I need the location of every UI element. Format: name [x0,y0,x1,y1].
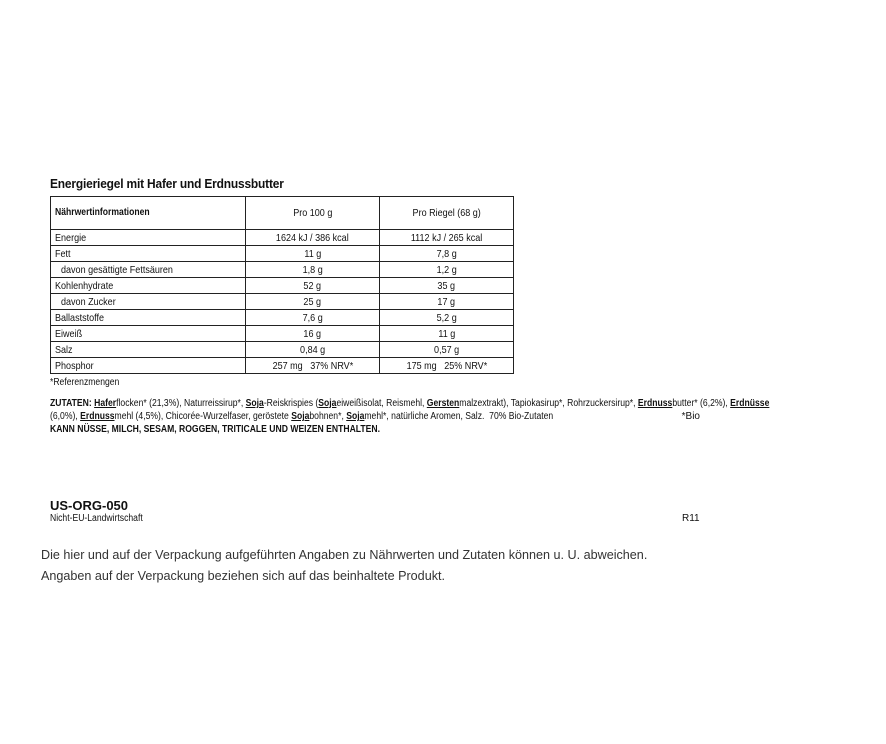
ingredient-text: -Reiskrispies ( [263,398,319,409]
allergen-barley: Gersten [426,398,460,409]
allergen-peanut: Erdnuss [637,398,673,409]
table-row [51,294,514,310]
ingredient-text: butter* (6,2%), [672,398,731,409]
nutrient-label: Phosphor [51,358,246,374]
disclaimer-line-2: Angaben auf der Verpackung beziehen sich auf das beinhaltete Produkt. [41,569,445,583]
value-per-100g: 16 g [246,326,380,342]
ingredient-text: bohnen*, [309,411,347,422]
nutrient-label: Kohlenhydrate [51,278,246,294]
allergen-warning: KANN NÜSSE, MILCH, SESAM, ROGGEN, TRITICALE UND WEIZEN ENTHALTEN. [50,424,380,435]
ingredients-prefix: ZUTATEN: [50,398,92,409]
value-per-bar: 35 g [380,278,514,294]
header-per-100g: Pro 100 g [246,197,380,230]
table-row [51,342,514,358]
value-per-bar: 17 g [380,294,514,310]
value-per-100g: 1624 kJ / 386 kcal [246,230,380,246]
ingredient-text: mehl (4,5%), Chicorée-Wurzelfaser, geröstete [114,411,292,422]
value-per-100g: 52 g [246,278,380,294]
nutrition-label [50,176,770,436]
ingredient-text: (6,0%), [50,411,81,422]
value-per-100g: 11 g [246,246,380,262]
header-nutrient: Nährwertinformationen [51,197,246,230]
value-per-100g: 257 mg 37% NRV* [246,358,380,374]
value-per-bar: 1,2 g [380,262,514,278]
reference-code: R11 [682,513,700,524]
product-title: Energieriegel mit Hafer und Erdnussbutter [50,176,284,191]
certification-block [50,498,158,525]
nutrient-label: davon gesättigte Fettsäuren [51,262,246,278]
ingredients-block [50,397,770,436]
table-row [51,262,514,278]
disclaimer [41,545,721,587]
value-per-100g: 1,8 g [246,262,380,278]
table-row [51,358,514,374]
ingredients-line-2 [50,410,700,423]
value-per-100g: 25 g [246,294,380,310]
organic-control-code: US-ORG-050 [50,498,129,513]
value-per-bar: 7,8 g [380,246,514,262]
nutrient-label: davon Zucker [51,294,246,310]
value-per-bar: 11 g [380,326,514,342]
value-per-bar: 5,2 g [380,310,514,326]
table-row [51,310,514,326]
nutrition-table [50,196,514,374]
value-per-bar: 0,57 g [380,342,514,358]
allergen-peanut: Erdnuss [80,411,115,422]
nutrient-label: Fett [51,246,246,262]
nutrition-header-row [51,197,514,230]
value-per-bar: 1112 kJ / 265 kcal [380,230,514,246]
nutrient-label: Salz [51,342,246,358]
ingredient-text: flocken* (21,3%), Naturreissirup*, [116,398,246,409]
reference-footnote: *Referenzmengen [50,377,120,388]
header-per-bar: Pro Riegel (68 g) [380,197,514,230]
origin-note: Nicht-EU-Landwirtschaft [50,513,143,524]
disclaimer-line-1: Die hier und auf der Verpackung aufgeführten Angaben zu Nährwerten und Zutaten können u. U. abweichen. [41,548,648,562]
nutrient-label: Energie [51,230,246,246]
ingredients-line-1 [50,397,770,410]
ingredient-text: mehl*, natürliche Aromen, Salz. 70% Bio-Zutaten [364,411,554,422]
value-per-100g: 0,84 g [246,342,380,358]
table-row [51,230,514,246]
allergen-soy: Soja [291,411,310,422]
allergen-soy: Soja [318,398,337,409]
table-row [51,278,514,294]
nutrient-label: Eiweiß [51,326,246,342]
allergen-soy: Soja [346,411,365,422]
bio-note: *Bio [681,411,700,422]
ingredient-text: malzextrakt), Tapiokasirup*, Rohrzuckersirup*, [459,398,638,409]
allergen-oat: Hafer [94,398,117,409]
table-row [51,246,514,262]
nutrient-label: Ballaststoffe [51,310,246,326]
value-per-100g: 7,6 g [246,310,380,326]
allergen-soy: Soja [245,398,264,409]
ingredient-text: eiweißisolat, Reismehl, [336,398,427,409]
table-row [51,326,514,342]
value-per-bar: 175 mg 25% NRV* [380,358,514,374]
allergen-peanut: Erdnüsse [730,398,770,409]
